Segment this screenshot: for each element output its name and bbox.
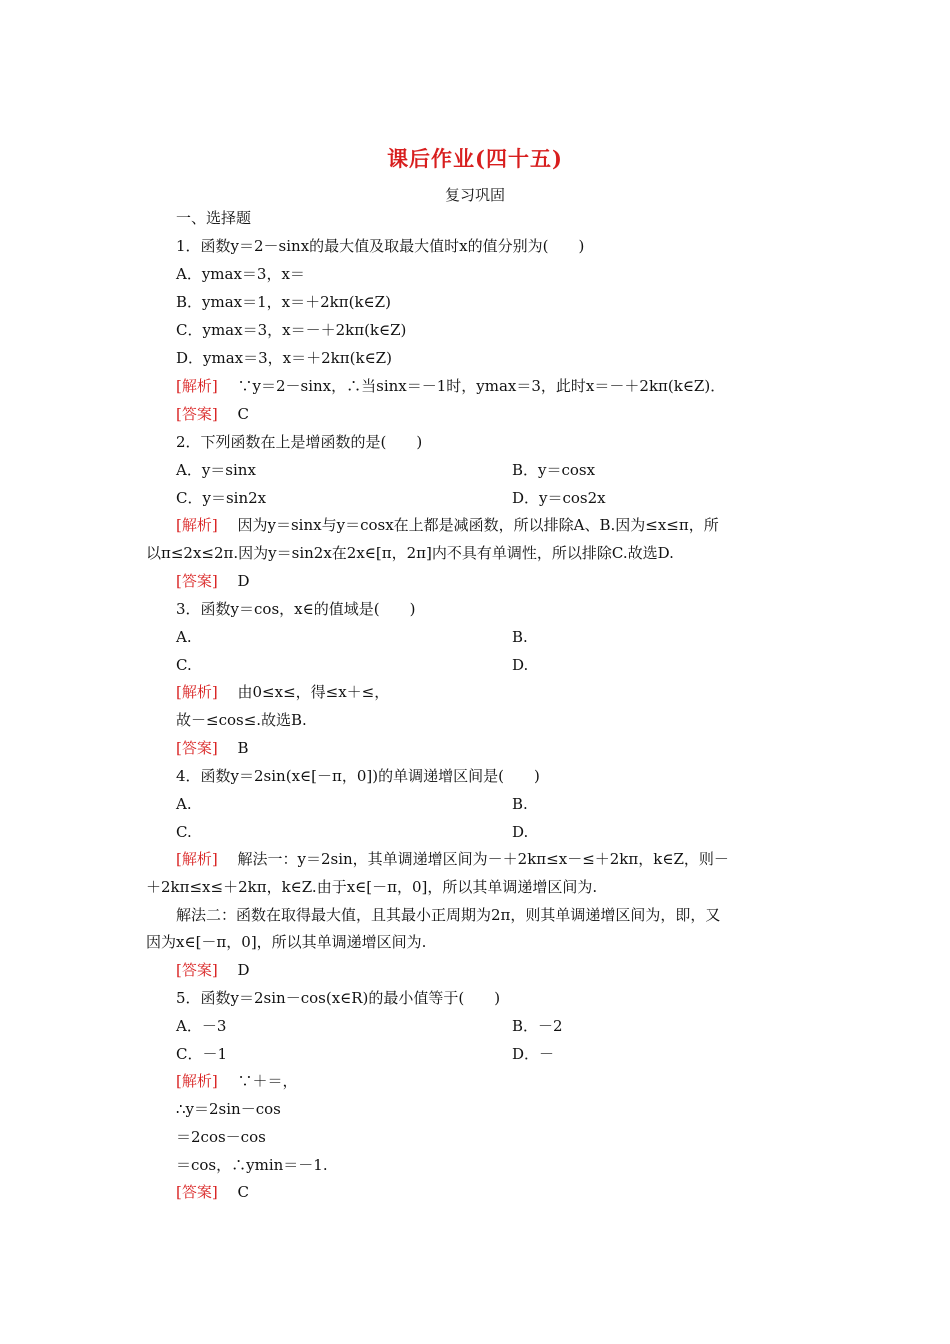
q4-option-b: B. [512,795,528,813]
q2-option-c: C．y＝sin2x [176,489,267,507]
explanation-tag: [解析] [176,850,218,868]
q3-option-c: C. [176,656,192,674]
q5-explanation-text-1: ∵＋＝， [237,1072,298,1090]
section-heading: 一、选择题 [176,209,252,227]
q4-explanation-text-1: 解法一：y＝2sin，其单调递增区间为－＋2kπ≤x－≤＋2kπ，k∈Z，则－ [237,850,729,868]
q4-answer-value: D [237,961,250,979]
q4-explanation [176,849,729,869]
q4-option-c: C. [176,823,192,841]
q4-stem: 4．函数y＝2sin(x∈[－π，0])的单调递增区间是( ) [176,767,540,785]
q3-explanation-text-1: 由0≤x≤，得≤x＋≤， [237,683,390,701]
q5-option-a: A．－3 [176,1017,227,1035]
q3-option-a: A. [176,628,192,646]
q2-answer [176,571,250,591]
q2-explanation [176,515,719,535]
page-subtitle: 复习巩固 [444,186,505,204]
q4-option-d: D. [512,823,529,841]
answer-tag: [答案] [176,1183,218,1201]
q4-explanation-text-3: 解法二：函数在取得最大值，且其最小正周期为2π，则其单调递增区间为，即，又 [176,906,721,924]
q2-explanation-text-2: 以π≤2x≤2π.因为y＝sin2x在2x∈[π，2π]内不具有单调性，所以排除C.故选D. [146,544,674,562]
q1-option-c: C．ymax＝3，x＝－＋2kπ(k∈Z) [176,321,407,339]
q3-option-b: B. [512,628,528,646]
q1-option-b: B．ymax＝1，x＝＋2kπ(k∈Z) [176,293,391,311]
q5-answer-value: C [237,1183,249,1201]
q3-explanation-text-2: 故－≤cos≤.故选B. [176,711,307,729]
q5-explanation-text-4: ＝cos，∴ymin＝－1. [176,1156,328,1174]
q1-explanation [176,376,725,396]
q5-explanation-text-2: ∴y＝2sin－cos [176,1100,281,1118]
q2-answer-value: D [237,572,250,590]
q5-option-b: B．－2 [512,1017,563,1035]
explanation-tag: [解析] [176,683,218,701]
q5-explanation-text-3: ＝2cos－cos [176,1128,266,1146]
answer-tag: [答案] [176,572,218,590]
q1-option-a: A．ymax＝3，x＝ [176,265,305,283]
explanation-tag: [解析] [176,377,218,395]
explanation-tag: [解析] [176,1072,218,1090]
q2-option-b: B．y＝cosx [512,461,596,479]
q5-explanation [176,1071,298,1091]
q4-option-a: A. [176,795,192,813]
q2-option-d: D．y＝cos2x [512,489,606,507]
q4-explanation-text-4: 因为x∈[－π，0]，所以其单调递增区间为. [146,933,427,951]
q3-answer [176,738,249,758]
q5-stem: 5．函数y＝2sin－cos(x∈R)的最小值等于( ) [176,989,501,1007]
q3-option-d: D. [512,656,529,674]
q4-answer [176,960,250,980]
q4-explanation-text-2: ＋2kπ≤x≤＋2kπ，k∈Z.由于x∈[－π，0]，所以其单调递增区间为. [146,878,598,896]
q3-stem: 3．函数y＝cos，x∈的值域是( ) [176,600,416,618]
q1-answer [176,404,249,424]
answer-tag: [答案] [176,961,218,979]
q5-option-c: C．－1 [176,1045,228,1063]
q1-answer-value: C [237,405,249,423]
q3-explanation [176,682,389,702]
q2-stem: 2．下列函数在上是增函数的是( ) [176,433,423,451]
page-title: 课后作业(四十五) [387,146,563,171]
answer-tag: [答案] [176,739,218,757]
q3-answer-value: B [237,739,249,757]
q5-option-d: D．－ [512,1045,555,1063]
q2-option-a: A．y＝sinx [176,461,256,479]
q1-option-d: D．ymax＝3，x＝＋2kπ(k∈Z) [176,349,392,367]
q5-answer [176,1182,249,1202]
q1-explanation-text: ∵y＝2－sinx，∴当sinx＝－1时，ymax＝3，此时x＝－＋2kπ(k∈Z)． [237,377,726,395]
answer-tag: [答案] [176,405,218,423]
q2-explanation-text-1: 因为y＝sinx与y＝cosx在上都是减函数，所以排除A、B.因为≤x≤π，所 [237,516,719,534]
q1-stem: 1．函数y＝2－sinx的最大值及取最大值时x的值分别为( ) [176,237,585,255]
explanation-tag: [解析] [176,516,218,534]
